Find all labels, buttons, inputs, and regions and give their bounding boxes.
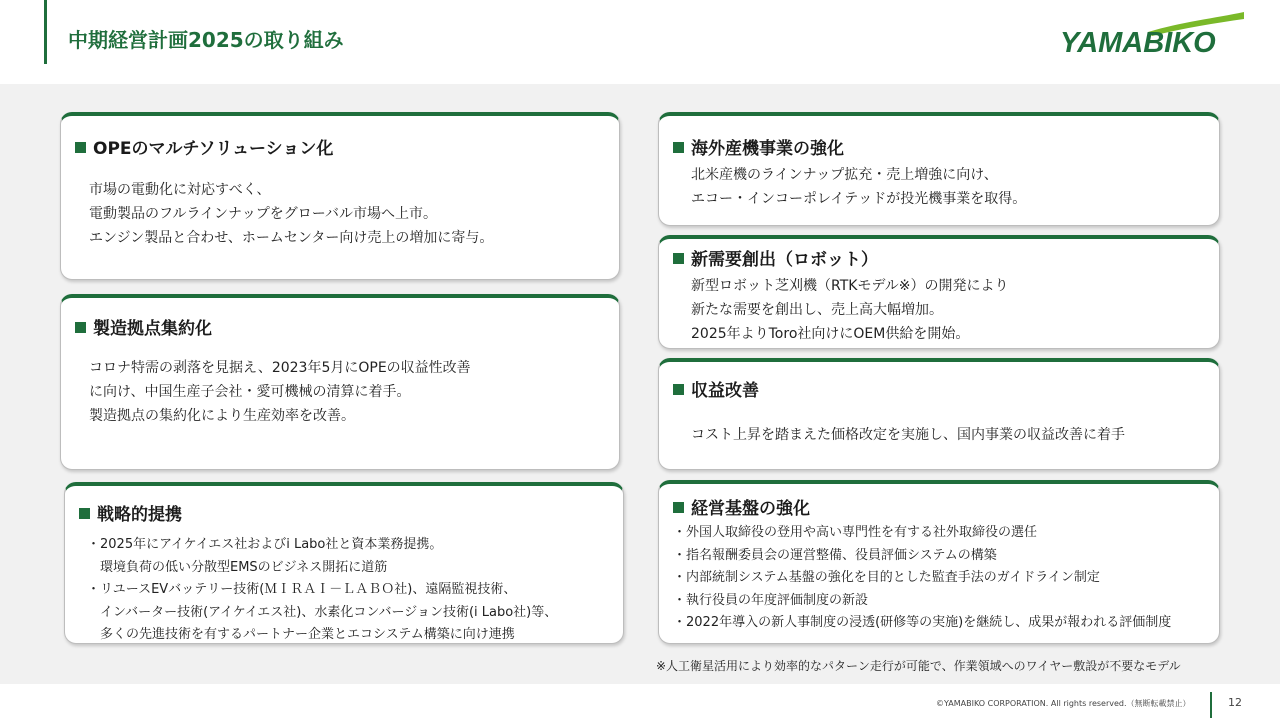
card-body — [89, 178, 493, 250]
title-accent-bar — [44, 0, 47, 64]
square-bullet-icon — [75, 142, 86, 153]
card-title: 戦略的提携 — [79, 500, 182, 525]
card-body — [87, 534, 557, 647]
body-line: ・2022年導入の新人事制度の浸透(研修等の実施)を継続し、成果が報われる評価制度 — [673, 615, 1172, 630]
footnote: ※人工衛星活用により効率的なパターン走行が可能で、作業領域へのワイヤー敷設が不要なモデル — [656, 659, 1181, 673]
footer-divider — [1210, 692, 1212, 718]
body-line: 市場の電動化に対応すべく、 — [89, 182, 271, 198]
body-line: 環境負荷の低い分散型EMSのビジネス開拓に道筋 — [87, 559, 388, 575]
copyright: ©YAMABIKO CORPORATION. All rights reserved.（無断転載禁止） — [936, 699, 1191, 708]
card-body — [691, 423, 1125, 447]
square-bullet-icon — [673, 142, 684, 153]
square-bullet-icon — [673, 502, 684, 513]
page-title: 中期経営計画2025の取り組み — [68, 28, 344, 52]
body-line: ・外国人取締役の登用や高い専門性を有する社外取締役の選任 — [673, 525, 1038, 540]
body-line: 多くの先進技術を有するパートナー企業とエコシステム構築に向け連携 — [87, 627, 515, 642]
body-line: 2025年よりToro社向けにOEM供給を開始。 — [691, 326, 970, 342]
square-bullet-icon — [673, 253, 684, 264]
card-new-demand-robot — [658, 235, 1220, 349]
card-body — [691, 163, 1026, 211]
body-line: 製造拠点の集約化により生産効率を改善。 — [89, 408, 355, 424]
body-line: 電動製品のフルラインナップをグローバル市場へ上市。 — [89, 206, 438, 222]
body-line: ・2025年にアイケイエス社およびi Labo社と資本業務提携。 — [87, 537, 443, 552]
card-strategic-alliance — [64, 482, 624, 644]
body-line: 北米産機のラインナップ拡充・売上増強に向け、 — [691, 167, 998, 183]
card-overseas-industrial — [658, 112, 1220, 226]
card-title: 新需要創出（ロボット） — [673, 245, 878, 270]
card-title: 製造拠点集約化 — [75, 314, 212, 339]
body-line: に向け、中国生産子会社・愛可機械の清算に着手。 — [89, 384, 411, 400]
card-title: OPEのマルチソリューション化 — [75, 134, 333, 159]
slide-header — [0, 0, 1280, 84]
card-title: 海外産機事業の強化 — [673, 134, 844, 159]
yamabiko-logo — [1056, 8, 1246, 60]
card-ope-multisolution — [60, 112, 620, 280]
square-bullet-icon — [75, 322, 86, 333]
body-line: コスト上昇を踏まえた価格改定を実施し、国内事業の収益改善に着手 — [691, 427, 1125, 443]
body-line: エコー・インコーポレイテッドが投光機事業を取得。 — [691, 191, 1027, 207]
card-management-foundation — [658, 480, 1220, 644]
body-line: エンジン製品と合わせ、ホームセンター向け売上の増加に寄与。 — [89, 230, 494, 246]
card-manufacturing-consolidation — [60, 294, 620, 470]
card-title: 収益改善 — [673, 376, 759, 401]
card-body — [691, 274, 1008, 346]
card-profit-improvement — [658, 358, 1220, 470]
card-body — [673, 522, 1171, 635]
body-line: コロナ特需の剥落を見据え、2023年5月にOPEの収益性改善 — [89, 360, 471, 376]
card-body — [89, 356, 471, 428]
card-title: 経営基盤の強化 — [673, 494, 810, 519]
body-line: インバーター技術(アイケイエス社)、水素化コンバージョン技術(i Labo社)等、 — [87, 604, 558, 620]
body-line: 新たな需要を創出し、売上高大幅増加。 — [691, 302, 943, 318]
square-bullet-icon — [79, 508, 90, 519]
body-line: ・内部統制システム基盤の強化を目的とした監査手法のガイドライン制定 — [673, 570, 1100, 585]
logo-text: YAMABIKO — [1060, 27, 1216, 59]
page-number: 12 — [1228, 696, 1242, 709]
body-line: ・執行役員の年度評価制度の新設 — [673, 592, 869, 608]
body-line: ・リユースEVバッテリー技術(ＭＩＲＡＩ－ＬＡＢＯ社)、遠隔監視技術、 — [87, 582, 517, 597]
body-line: ・指名報酬委員会の運営整備、役員評価システムの構築 — [673, 547, 997, 563]
body-line: 新型ロボット芝刈機（RTKモデル※）の開発により — [691, 278, 1009, 294]
square-bullet-icon — [673, 384, 684, 395]
